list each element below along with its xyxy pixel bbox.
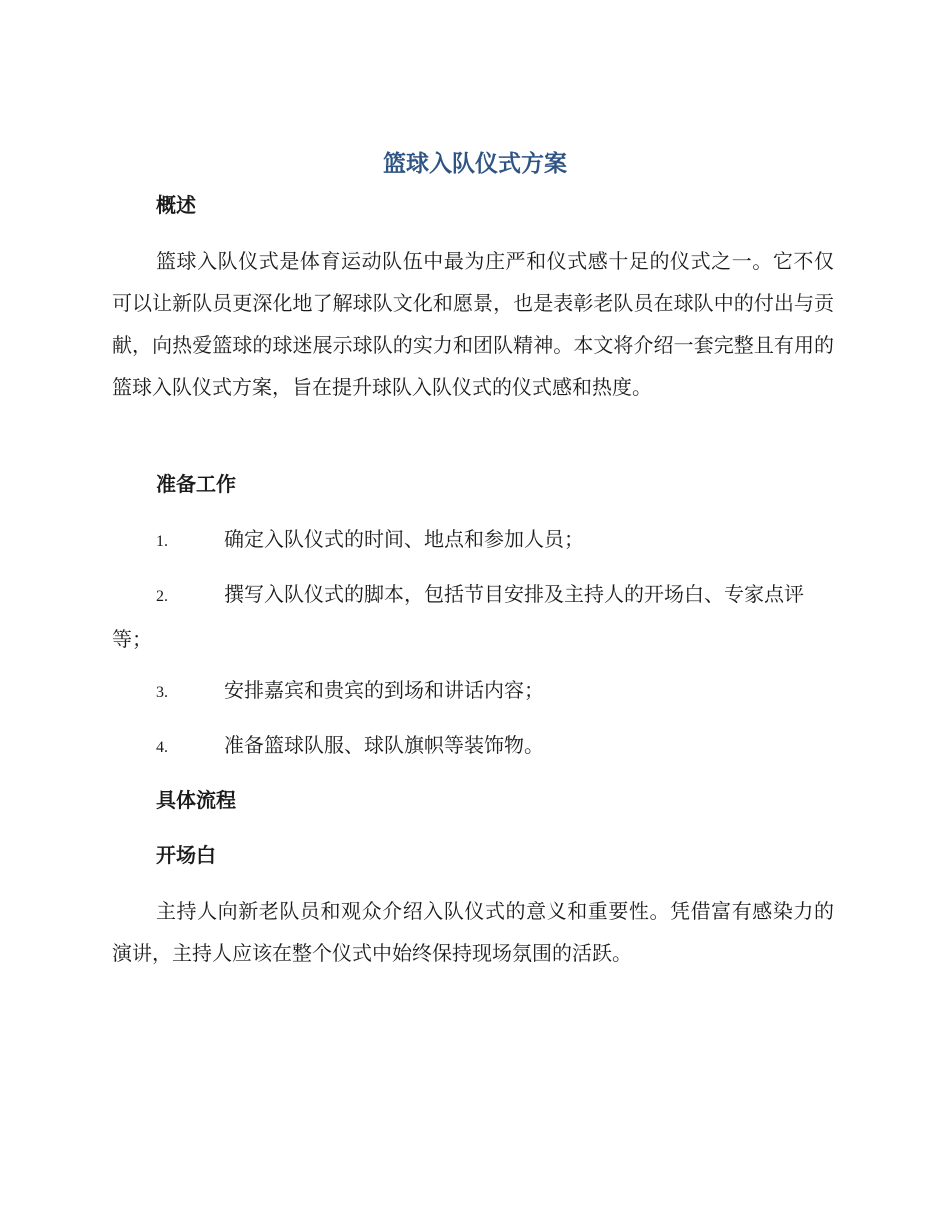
section-heading-preparation: 准备工作: [156, 472, 236, 496]
list-item: [112, 573, 834, 660]
list-item-number: 3.: [156, 684, 168, 701]
list-item: [112, 724, 834, 769]
list-item-number: 2.: [156, 588, 168, 605]
list-item: [112, 669, 834, 714]
list-item-number: 4.: [156, 739, 168, 756]
page-title: 篮球入队仪式方案: [383, 151, 567, 177]
section-heading-process: 具体流程: [156, 788, 236, 812]
opening-paragraph: 主持人向新老队员和观众介绍入队仪式的意义和重要性。凭借富有感染力的演讲，主持人应该在整个仪式中始终保持现场氛围的活跃。: [112, 899, 834, 965]
list-item-text: 准备篮球队服、球队旗帜等装饰物。: [224, 733, 544, 757]
list-item-number: 1.: [156, 533, 168, 550]
subsection-heading-opening: 开场白: [156, 843, 216, 867]
overview-paragraph: 篮球入队仪式是体育运动队伍中最为庄严和仪式感十足的仪式之一。它不仅可以让新队员更深化地了解球队文化和愿景，也是表彰老队员在球队中的付出与贡献，向热爱篮球的球迷展示球队的实力和团队精神。本文将介绍一套完整且有用的篮球入队仪式方案，旨在提升球队入队仪式的仪式感和热度。: [112, 249, 834, 399]
list-item: [112, 518, 834, 563]
list-item-text: 安排嘉宾和贵宾的到场和讲话内容；: [224, 678, 544, 702]
section-heading-overview: 概述: [156, 193, 196, 217]
list-item-text: 撰写入队仪式的脚本，包括节目安排及主持人的开场白、专家点评等；: [112, 582, 804, 651]
list-item-text: 确定入队仪式的时间、地点和参加人员；: [224, 527, 584, 551]
